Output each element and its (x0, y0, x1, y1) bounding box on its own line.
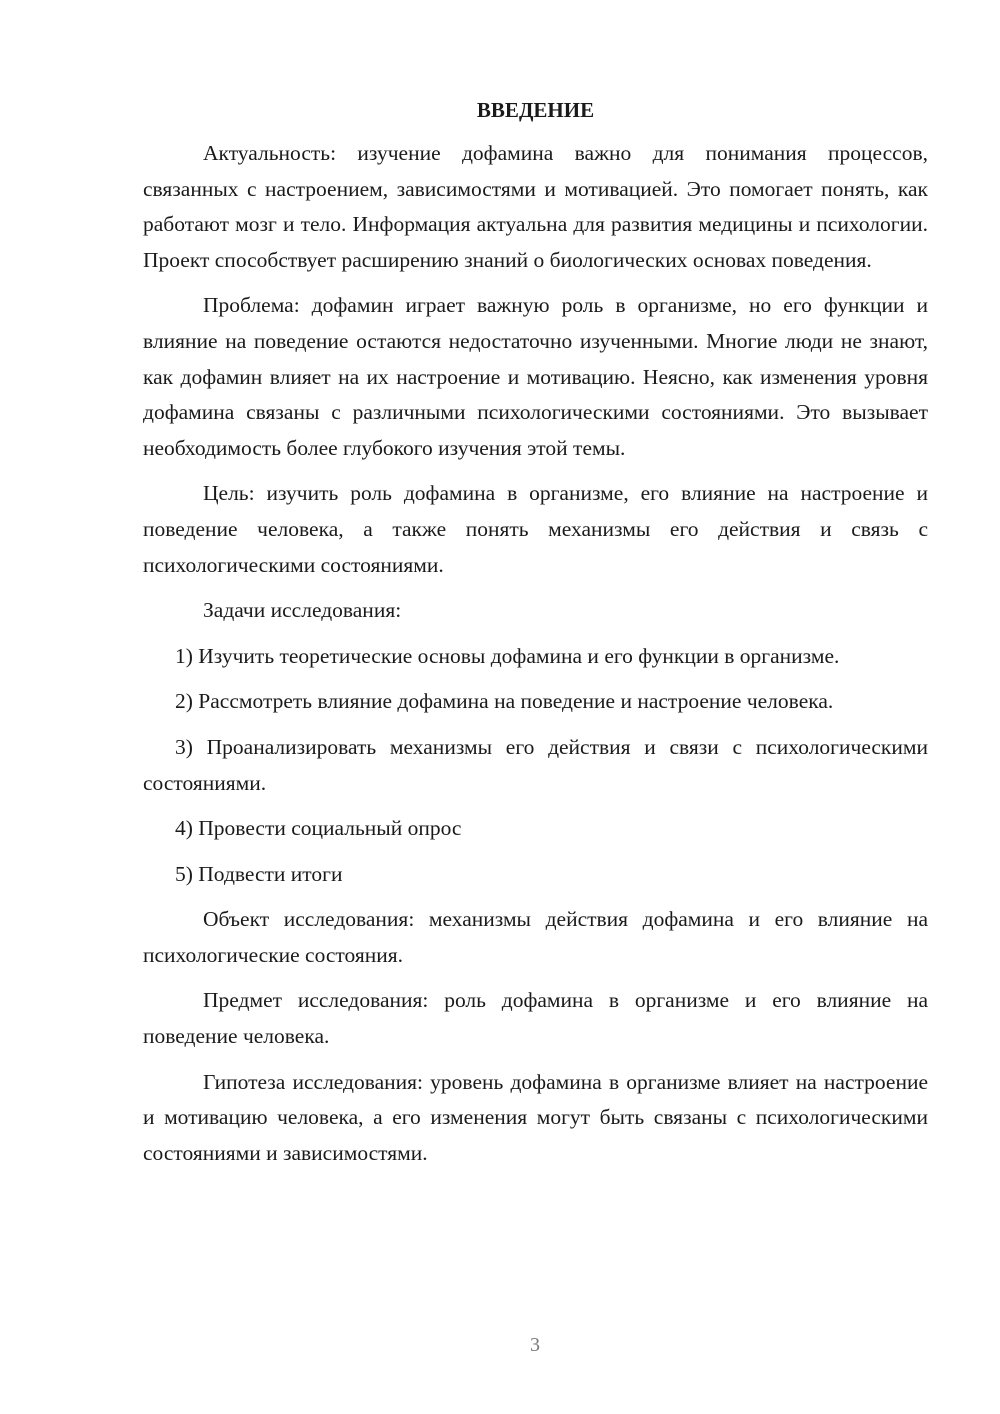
goal-paragraph: Цель: изучить роль дофамина в организме, его влияние на настроение и поведение человека, а также понять механизмы его действия и связь с психологическими состояниями. (143, 481, 928, 577)
task-item: 2) Рассмотреть влияние дофамина на поведение и настроение человека. (175, 689, 834, 714)
task-item: 1) Изучить теоретические основы дофамина и его функции в организме. (175, 643, 840, 668)
relevance-paragraph: Актуальность: изучение дофамина важно для понимания процессов, связанных с настроением, зависимостями и мотивацией. Это помогает понять, как работают мозг и тело. Информация актуальна для развития медицины и психологии. Проект способствует расширению знаний о биологических основах поведения. (143, 141, 928, 272)
subject-paragraph: Предмет исследования: роль дофамина в организме и его влияние на поведение человека. (143, 988, 928, 1049)
page-number: 3 (530, 1334, 540, 1356)
task-item: 5) Подвести итоги (175, 861, 343, 886)
hypothesis-paragraph: Гипотеза исследования: уровень дофамина в организме влияет на настроение и мотивацию человека, а его изменения могут быть связаны с психологическими состояниями и зависимостями. (143, 1069, 928, 1165)
problem-paragraph: Проблема: дофамин играет важную роль в организме, но его функции и влияние на поведение остаются недостаточно изученными. Многие люди не знают, как дофамин влияет на их настроение и мотивацию. Неясно, как изменения уровня дофамина связаны с различными психологическими состояниями. Это вызывает необходимость более глубокого изучения этой темы. (143, 293, 928, 460)
document-page (143, 94, 928, 1181)
section-title: ВВЕДЕНИЕ (476, 98, 595, 122)
task-item: 4) Провести социальный опрос (175, 816, 462, 841)
tasks-heading: Задачи исследования: (203, 598, 402, 623)
object-paragraph: Объект исследования: механизмы действия дофамина и его влияние на психологические состояния. (143, 907, 928, 967)
task-item: 3) Проанализировать механизмы его действия и связи с психологическими состояниями. (143, 734, 928, 795)
